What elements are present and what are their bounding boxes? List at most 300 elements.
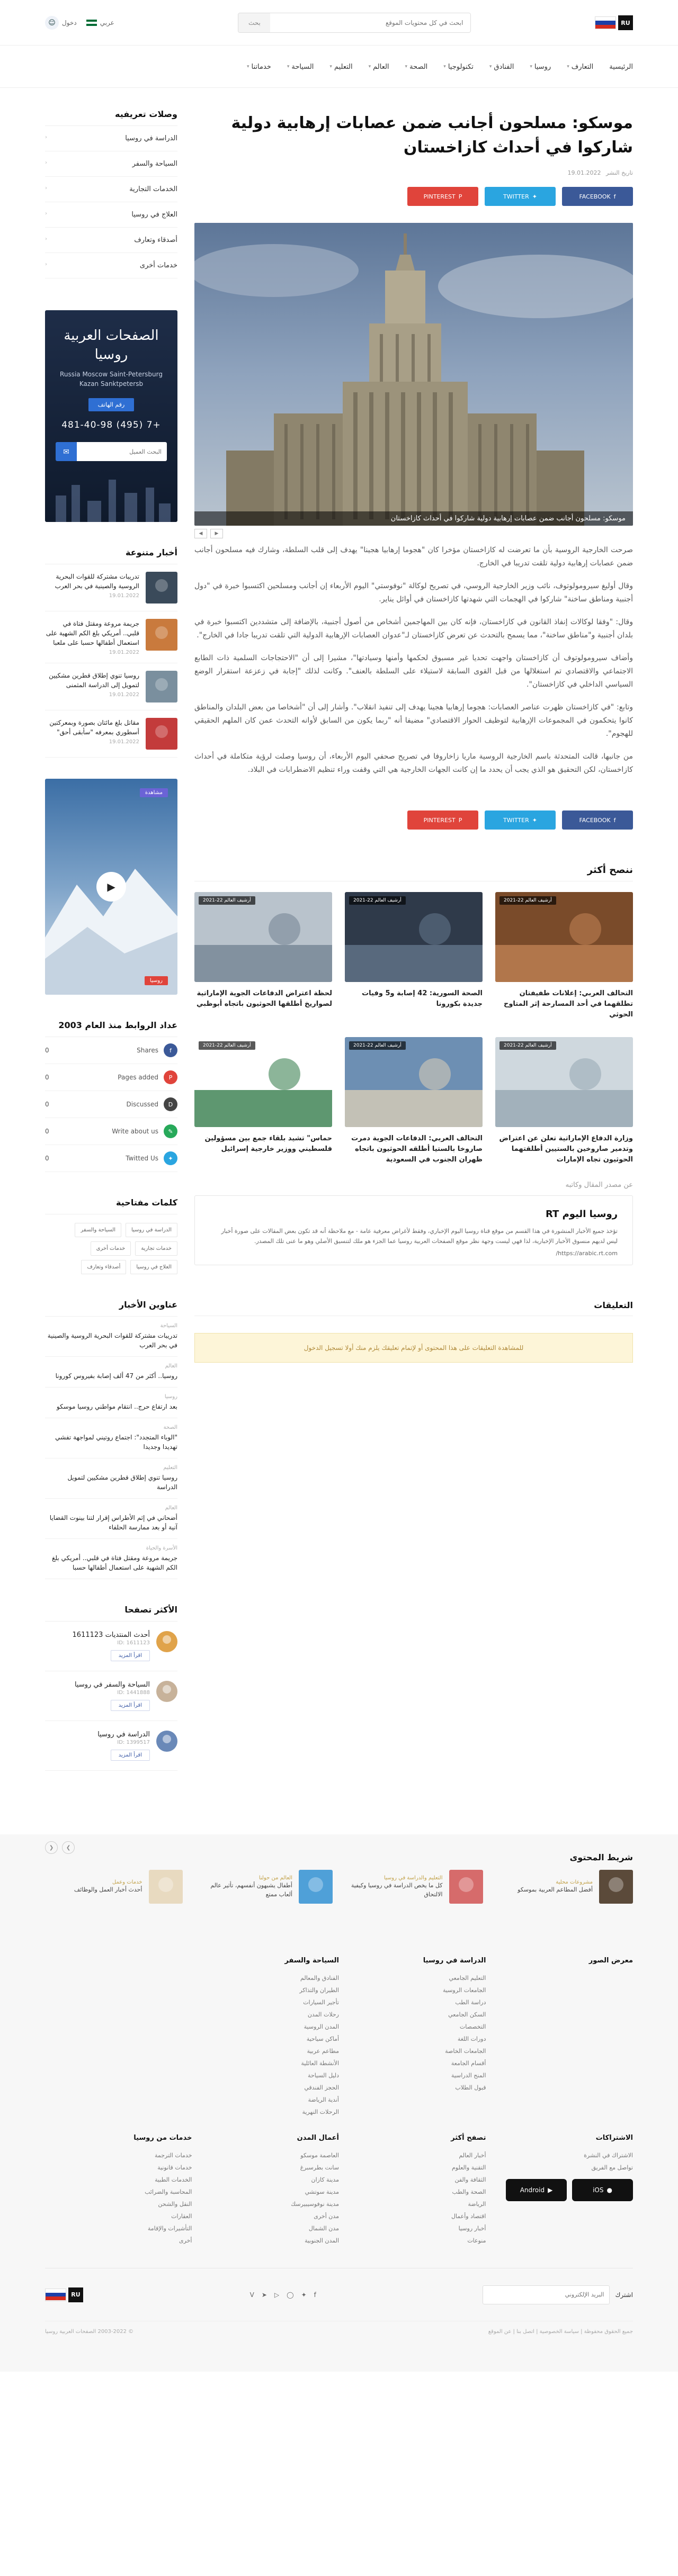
- partner-photo: [449, 1870, 483, 1904]
- news-photo: [146, 718, 177, 750]
- nav-item[interactable]: [329, 63, 352, 71]
- footer-link[interactable]: الجامعات الخاصة: [445, 2048, 486, 2055]
- promo-title: الصفحات العربية روسيا: [64, 328, 159, 363]
- news-photo: [194, 1037, 332, 1127]
- related-title: ننصح أكثر: [194, 864, 633, 881]
- share-facebook-label: FACEBOOK: [579, 193, 611, 200]
- article-paragraph: وقال أوليغ سيرومولوتوف، نائب وزير الخارجية الروسي، في تصريح لوكالة "نوفوستي" اليوم الأربعاء إن أجانب ومسلحين اكتسبوا خبرة في "دول أجنبية ومناطق ساخنة" شاركوا في الهجمات التي شهدتها كازاخستان في أوائل يناير.: [194, 582, 633, 604]
- headline-category: العالم: [165, 1505, 177, 1511]
- article-title: موسكو: مسلحون أجانب ضمن عصابات إرهابية دولية شاركوا في أحداث كازاخستان: [231, 114, 633, 157]
- share-facebook-button[interactable]: [562, 187, 633, 206]
- read-more-button[interactable]: اقرأ المزيد: [111, 1650, 150, 1661]
- news-item[interactable]: [45, 663, 177, 710]
- partner-thumb: [299, 1870, 333, 1904]
- pinterest-icon: P: [458, 193, 462, 200]
- footer-link[interactable]: المدن الجنوبية: [305, 2237, 339, 2244]
- nav-item[interactable]: [369, 63, 389, 71]
- footer-link[interactable]: العقارات: [171, 2213, 192, 2220]
- footer-logo[interactable]: [45, 2287, 83, 2302]
- related-card[interactable]: [495, 1037, 633, 1165]
- sidebar-link-item[interactable]: [45, 253, 177, 278]
- footer-column-list: [45, 2149, 192, 2247]
- news-thumb: [146, 671, 177, 702]
- footer-link[interactable]: المنح الدراسية: [451, 2072, 486, 2079]
- comments-notice: للمشاهدة التعليقات على هذا المحتوى أو لإتمام تعليقك يلزم منك أولا تسجيل الدخول: [194, 1333, 633, 1363]
- share-pinterest-label: PINTEREST: [423, 816, 456, 824]
- search-input[interactable]: [270, 13, 470, 32]
- counter-icon: D: [164, 1097, 177, 1111]
- footer-link[interactable]: الحجز الفندقي: [304, 2084, 339, 2091]
- nav-item[interactable]: [567, 63, 593, 71]
- date-label: تاريخ النشر: [606, 169, 633, 176]
- headline-title: جريمة مروعة ومقتل فتاة في قلبي.. أمريكي بلغ الكم الشهية على استعمال أطفالها حسبا: [52, 1554, 177, 1571]
- nav-item-label: روسيا: [534, 62, 551, 71]
- instagram-icon[interactable]: ◯: [287, 2291, 294, 2299]
- headline-title: أضحاني في إثم الأطراس إقرار لتنا بينوت القضايا آنية أو بعد ممارسة الحلفاء: [49, 1514, 177, 1531]
- vk-icon[interactable]: V: [249, 2291, 254, 2299]
- related-grid: [194, 892, 633, 1165]
- telegram-icon[interactable]: ➤: [261, 2291, 267, 2299]
- footer-link[interactable]: التخصصات: [459, 2023, 486, 2030]
- related-card-title: لحظة اعتراض الدفاعات الجوية الإماراتية لصواريخ أطلقها الحوثيون باتجاه أبوظبي: [196, 989, 332, 1008]
- share-bar-top: [194, 187, 633, 206]
- headline-category: التعليم: [163, 1465, 177, 1471]
- news-date: 19.01.2022: [109, 593, 139, 599]
- avatar-photo: [156, 1681, 177, 1702]
- headline-item[interactable]: [45, 1317, 177, 1357]
- promo-form: [56, 442, 167, 461]
- gallery-prev-button[interactable]: ◀: [194, 529, 207, 538]
- related-card-title: حماس" تشيد بلقاء جمع بين مسؤولين فلسطيني ووزير خارجية إسرائيل: [204, 1134, 332, 1153]
- headline-category: السياحة: [160, 1323, 177, 1329]
- footer-column: [486, 1957, 634, 2118]
- news-item[interactable]: [45, 564, 177, 611]
- comments-title: التعليقات: [194, 1300, 633, 1316]
- footer-link[interactable]: أندية الرياضة: [308, 2096, 339, 2103]
- news-text: [45, 619, 139, 655]
- related-thumb: [495, 1037, 633, 1127]
- headline-item[interactable]: [45, 1418, 177, 1458]
- news-photo: [495, 1037, 633, 1127]
- pinterest-icon: P: [458, 816, 462, 824]
- app-badges: [486, 2179, 634, 2201]
- related-card[interactable]: [194, 892, 332, 1020]
- tag-chip[interactable]: السياحة والسفر: [75, 1223, 121, 1237]
- login-link[interactable]: [45, 16, 77, 30]
- footer-link[interactable]: الأنشطة العائلية: [301, 2060, 339, 2067]
- footer-link[interactable]: تأجير السيارات: [303, 1999, 339, 2006]
- gallery-next-button[interactable]: ▶: [210, 529, 223, 538]
- footer-link[interactable]: المحاسبة والضرائب: [145, 2188, 192, 2195]
- counter-item[interactable]: [45, 1037, 177, 1064]
- partner-thumb: [449, 1870, 483, 1904]
- sidebar-link-label: السياحة والسفر: [132, 160, 177, 168]
- counter-label-wrap: [118, 1070, 177, 1084]
- counter-label-wrap: [126, 1097, 177, 1111]
- partner-thumb: [149, 1870, 183, 1904]
- partner-text: [345, 1875, 443, 1899]
- chevron-left-icon: ‹: [45, 185, 47, 191]
- news-item[interactable]: [45, 710, 177, 758]
- footer-link[interactable]: دراسة الطب: [455, 1999, 486, 2006]
- play-store-icon: ▶: [548, 2186, 553, 2194]
- mail-icon[interactable]: ✉: [56, 442, 77, 461]
- partner-item[interactable]: [195, 1870, 333, 1904]
- ranked-name: الدراسة في روسيا: [97, 1731, 150, 1739]
- promo-input[interactable]: [77, 442, 167, 461]
- footer-link[interactable]: أقسام الجامعة: [451, 2060, 486, 2067]
- sidebar-link-item[interactable]: [45, 177, 177, 202]
- ranked-title: الأكثر تصفحا: [45, 1605, 177, 1622]
- sidebar-link-item[interactable]: [45, 202, 177, 228]
- footer-link[interactable]: مدينة نوفوسيبيرسك: [291, 2201, 339, 2208]
- related-card[interactable]: [495, 892, 633, 1020]
- chevron-down-icon: ▾: [287, 64, 290, 69]
- facebook-icon: f: [613, 816, 616, 824]
- site-logo[interactable]: [595, 15, 633, 30]
- footer-link[interactable]: الصحة والطب: [452, 2188, 486, 2195]
- counter-label: Discussed: [126, 1101, 158, 1108]
- promo-button[interactable]: رقم الهاتف: [88, 398, 135, 411]
- user-icon: ☺: [45, 16, 59, 30]
- news-date: 19.01.2022: [109, 650, 139, 655]
- nav-item[interactable]: [287, 63, 314, 71]
- partners-row: [45, 1870, 633, 1904]
- partner-category: خدمات وعمل: [112, 1879, 142, 1885]
- tag-chip[interactable]: العلاج في روسيا: [130, 1260, 177, 1274]
- nav-item[interactable]: [247, 63, 271, 71]
- partner-text: [74, 1879, 142, 1894]
- footer-link[interactable]: الخدمات الطبية: [155, 2176, 192, 2183]
- headline-title: روسيا تنوي إطلاق قطرين مشكيين لتمويل الدراسة: [67, 1474, 177, 1491]
- ranked-list: [45, 1622, 177, 1771]
- facebook-icon: f: [613, 193, 616, 200]
- chevron-left-icon: ‹: [45, 262, 47, 267]
- ranked-id: ID: 1399517: [117, 1740, 150, 1745]
- counter-label-wrap: [137, 1043, 177, 1057]
- footer-link[interactable]: العاصمة موسكو: [300, 2152, 339, 2159]
- related-thumb: [194, 892, 332, 982]
- headline-item[interactable]: [45, 1388, 177, 1418]
- related-date-badge: أرشيف العالم 22-2021: [349, 896, 406, 905]
- partner-photo: [149, 1870, 183, 1904]
- footer-note: [45, 2321, 633, 2350]
- share-twitter-label: TWITTER: [503, 816, 529, 824]
- login-label: دخول: [62, 19, 77, 26]
- partner-category: العالم من حولنا: [258, 1875, 292, 1881]
- read-more-button[interactable]: اقرأ المزيد: [111, 1700, 150, 1711]
- chevron-left-icon: ‹: [45, 236, 47, 242]
- news-text: [45, 572, 139, 604]
- footer-column-title: خدمات من روسيا: [133, 2134, 192, 2142]
- headline-category: الصحة: [163, 1425, 177, 1430]
- source-url[interactable]: https://arabic.rt.com/: [556, 1250, 618, 1257]
- footer-link[interactable]: قبول الطلاب: [455, 2084, 486, 2091]
- counter-icon: f: [164, 1043, 177, 1057]
- related-card-title: وزارة الدفاع الإماراتية تعلن عن اعتراض وتدمير صاروخين بالستيين أطلقتهما الحوثيون تجاه الإمارات: [499, 1134, 633, 1164]
- footer-column-list: [486, 2149, 634, 2174]
- nav-item-label: التعليم: [334, 62, 353, 71]
- headline-title: روسيا.. أكثر من 47 ألف إصابة بفيروس كورونا: [55, 1372, 177, 1380]
- subscribe-input[interactable]: [483, 2285, 610, 2304]
- related-thumb: [194, 1037, 332, 1127]
- facebook-icon[interactable]: f: [314, 2291, 316, 2299]
- app-store-button[interactable]: [572, 2179, 633, 2201]
- news-text: [45, 671, 139, 702]
- counter-icon: ✦: [164, 1151, 177, 1165]
- related-card-title: التحالف العربي: الدفاعات الجوية دمرت صاروخا بالستيا أطلقه الحوثيون باتجاه ظهران الجنوب في السعودية: [351, 1134, 483, 1164]
- heads-title: عناوين الأخبار: [45, 1300, 177, 1317]
- logo-mark: RU: [618, 15, 633, 30]
- avatar-photo: [156, 1631, 177, 1652]
- sidebar-link-item[interactable]: [45, 151, 177, 177]
- counter-label: Twitted Us: [126, 1155, 158, 1162]
- tags-title: كلمات مفتاحية: [45, 1197, 177, 1214]
- sidebar-link-label: الخدمات التجارية: [129, 185, 177, 193]
- footer-link[interactable]: مطاعم عربية: [307, 2048, 339, 2055]
- video-badge: مشاهدة: [140, 788, 168, 797]
- footer-column-list: [339, 1972, 486, 2094]
- footer-link[interactable]: الجامعات الروسية: [443, 1987, 486, 1994]
- article-paragraph: من جانبها، قالت المتحدثة باسم الخارجية الروسية ماريا زاخاروفا في تصريح صحفي اليوم الأربعاء، أن روسيا وصلت لرؤية متكاملة في أحداث كازاخستان، لكن التحقيق هو الذي يجب أن يحدد ما إن كانت الجهات الخارجية هي التي وقفت وراء تنظيم الاضطرابات في البلاد.: [194, 752, 633, 774]
- nav-item[interactable]: [530, 63, 551, 71]
- footer-link[interactable]: أماكن سياحية: [306, 2035, 339, 2042]
- footer-link[interactable]: رحلات المدن: [307, 2011, 339, 2018]
- counter-value: 0: [45, 1155, 49, 1162]
- share-pinterest-button[interactable]: [407, 810, 478, 830]
- headline-category: العالم: [165, 1363, 177, 1369]
- partner-item[interactable]: [345, 1870, 483, 1904]
- news-photo: [345, 892, 483, 982]
- nav-item-label: العالم: [373, 62, 389, 71]
- footer-link[interactable]: التقنية والعلوم: [452, 2164, 486, 2171]
- promo-phone: +7 (495) 481-40-98: [61, 420, 161, 430]
- chevron-down-icon: ▾: [405, 64, 408, 69]
- ranked-text: [73, 1631, 150, 1661]
- avatar: [156, 1631, 177, 1652]
- footer-column-title: تصفح أكثر: [451, 2134, 486, 2142]
- chevron-down-icon: ▾: [443, 64, 446, 69]
- footer-column-list: [339, 2149, 486, 2247]
- nav-item[interactable]: [405, 63, 428, 71]
- footer-link[interactable]: مدن أخرى: [314, 2213, 339, 2220]
- counter-label-wrap: [112, 1124, 177, 1138]
- sidebar-link-item[interactable]: [45, 126, 177, 151]
- ranked-item: [45, 1622, 177, 1671]
- share-pinterest-button[interactable]: [407, 187, 478, 206]
- footer-links[interactable]: جميع الحقوق محفوظة | سياسة الخصوصية | اتصل بنا | عن الموقع: [488, 2329, 633, 2335]
- related-date-badge: أرشيف العالم 22-2021: [349, 1041, 406, 1050]
- play-icon[interactable]: ▶: [96, 872, 126, 902]
- footer-column: [339, 2134, 486, 2247]
- footer-link[interactable]: الثقافة والفن: [454, 2176, 486, 2183]
- app-ios-label: iOS: [593, 2186, 604, 2194]
- partner-text: [195, 1875, 293, 1899]
- counter-icon: P: [164, 1070, 177, 1084]
- copyright: © 2003-2022 الصفحات العربية روسيا: [45, 2329, 134, 2335]
- counter-label: Shares: [137, 1047, 158, 1054]
- tag-chip[interactable]: أصدقاء وتعارف: [81, 1260, 126, 1274]
- promo-banner[interactable]: [45, 310, 177, 522]
- source-note: عن مصدر المقال وكاتبه: [565, 1181, 633, 1189]
- twitter-icon[interactable]: ✦: [301, 2291, 307, 2299]
- counter-item[interactable]: [45, 1064, 177, 1091]
- avatar-photo: [156, 1731, 177, 1752]
- partner-text: [518, 1879, 593, 1894]
- news-date: 19.01.2022: [109, 739, 139, 745]
- footer-column-title: الدراسة في روسيا: [423, 1957, 486, 1965]
- related-card-title: الصحة السورية: 42 إصابة و5 وفيات جديدة بكورونا: [362, 989, 483, 1008]
- footer-link[interactable]: التأشيرات والإقامة: [147, 2225, 192, 2232]
- related-thumb: [345, 892, 483, 982]
- footer-link[interactable]: السكن الجامعي: [448, 2011, 486, 2018]
- nav-item-label: خدماتنا: [251, 62, 271, 71]
- footer-link[interactable]: سانت بطرسبرغ: [300, 2164, 339, 2171]
- partners-strip: [0, 1834, 678, 1935]
- counter-item[interactable]: [45, 1145, 177, 1172]
- ranked-id: ID: 1611123: [117, 1640, 150, 1646]
- language-switcher[interactable]: [86, 19, 114, 26]
- footer-link[interactable]: أخرى: [179, 2237, 192, 2244]
- article-paragraph: وأضاف سيرومولوتوف أن كازاخستان واجهت تحديا غير مسبوق لحكمها وأمنها وسيادتها"، مشيرا إلى أن "الاحتجاجات السلمية ذات الطابع الاجتماعي والاقتصادي تم استغلالها من قبل القوى السابقة لاستيلاء على السلطة بالعنف". وكانت لذلك "إجابة في زعزعة استقرار الوضع السياسي الداخلي في كازاخستان".: [194, 654, 633, 689]
- video-badge-secondary: روسيا: [145, 976, 168, 985]
- top-bar: [0, 0, 678, 46]
- tags-cloud: [45, 1223, 177, 1274]
- footer-link[interactable]: أخبار روسيا: [458, 2225, 486, 2232]
- related-card[interactable]: [345, 892, 483, 1020]
- chevron-right-icon[interactable]: ❯: [62, 1841, 75, 1854]
- app-android-label: Android: [520, 2186, 545, 2194]
- google-play-button[interactable]: [506, 2179, 567, 2201]
- headline-item[interactable]: [45, 1357, 177, 1388]
- footer-link[interactable]: اقتصاد وأعمال: [451, 2213, 486, 2220]
- related-date-badge: أرشيف العالم 22-2021: [199, 1041, 255, 1050]
- footer-link[interactable]: الاشتراك في النشرة: [584, 2152, 633, 2159]
- partner-title: كل ما يخص الدراسة في روسيا وكيفية الالتحاق: [351, 1881, 443, 1898]
- footer-column: [192, 1957, 340, 2118]
- news-item[interactable]: [45, 611, 177, 663]
- article-date: 19.01.2022: [567, 169, 601, 176]
- news-title: روسيا تنوي إطلاق قطرين مشكيين لتمويل إلى الدراسة المثمنى: [49, 672, 139, 689]
- footer-link[interactable]: مدن الشمال: [308, 2225, 339, 2232]
- footer-link[interactable]: الرياضة: [468, 2201, 486, 2208]
- footer-link[interactable]: دورات اللغة: [457, 2035, 486, 2042]
- news-photo: [194, 892, 332, 982]
- counter-label-wrap: [126, 1151, 177, 1165]
- chevron-down-icon: ▾: [368, 64, 371, 69]
- headline-title: بعد ارتفاع حرج.. انتقام مواطني روسيا موسكو: [56, 1403, 177, 1410]
- footer-column: [192, 2134, 340, 2247]
- footer-link[interactable]: تواصل مع الفريق: [591, 2164, 633, 2171]
- headline-item[interactable]: [45, 1539, 177, 1579]
- footer-link[interactable]: دليل السياحة: [308, 2072, 339, 2079]
- related-card[interactable]: [194, 1037, 332, 1165]
- footer-link[interactable]: المدن الروسية: [304, 2023, 339, 2030]
- ranked-item: [45, 1721, 177, 1771]
- footer-link[interactable]: منوعات: [467, 2237, 486, 2244]
- counter-title: عداد الروابط منذ العام 2003: [45, 1020, 177, 1037]
- read-more-button[interactable]: اقرأ المزيد: [111, 1750, 150, 1761]
- counter-item[interactable]: [45, 1118, 177, 1145]
- chevron-left-icon: ‹: [45, 211, 47, 217]
- news-title: تدريبات مشتركة للقوات البحرية الروسية والصينية في بحر العرب: [55, 573, 139, 590]
- news-thumb: [146, 572, 177, 604]
- apple-icon: ●: [606, 2186, 612, 2194]
- related-card[interactable]: [345, 1037, 483, 1165]
- sidebar-links: [45, 126, 177, 278]
- tag-chip[interactable]: خدمات تجارية: [135, 1241, 177, 1256]
- counter-item[interactable]: [45, 1091, 177, 1118]
- related-thumb: [345, 1037, 483, 1127]
- nav-item-label: تكنولوجيا: [448, 62, 474, 71]
- news-photo: [146, 572, 177, 604]
- footer-column-title: معرض الصور: [588, 1957, 633, 1965]
- headline-item[interactable]: [45, 1458, 177, 1499]
- nav-item[interactable]: [443, 63, 474, 71]
- partner-category: مشروعات محلية: [556, 1879, 593, 1885]
- nav-item[interactable]: [609, 63, 633, 71]
- footer-column-list: [192, 1972, 340, 2118]
- related-thumb: [495, 892, 633, 982]
- chevron-down-icon: ▾: [329, 64, 332, 69]
- chevron-left-icon[interactable]: ❮: [45, 1841, 58, 1854]
- chevron-down-icon: ▾: [246, 64, 249, 69]
- footer-link[interactable]: التعليم الجامعي: [449, 1975, 486, 1981]
- article-body: [194, 544, 633, 777]
- footer-link[interactable]: الطيران والتذاكر: [299, 1987, 339, 1994]
- ranked-id: ID: 1441888: [117, 1690, 150, 1696]
- twitter-icon: ✦: [532, 816, 537, 824]
- footer-bottom: [45, 2268, 633, 2321]
- related-date-badge: أرشيف العالم 22-2021: [499, 1041, 556, 1050]
- counter-value: 0: [45, 1074, 49, 1081]
- news-photo: [146, 619, 177, 651]
- share-twitter-button[interactable]: [485, 810, 556, 830]
- promo-subtitle: Russia Moscow Saint-Petersburg Kazan Sanktpetersb: [60, 371, 163, 388]
- source-name: روسيا اليوم RT: [546, 1209, 618, 1220]
- related-date-badge: أرشيف العالم 22-2021: [499, 896, 556, 905]
- share-twitter-button[interactable]: [485, 187, 556, 206]
- footer-link[interactable]: خدمات قانونية: [157, 2164, 192, 2171]
- partners-title: شريط المحتوى: [569, 1852, 633, 1862]
- video-card[interactable]: [45, 779, 177, 995]
- partner-item[interactable]: [45, 1870, 183, 1904]
- logo-mark: RU: [68, 2287, 83, 2302]
- footer-link[interactable]: الفنادق والمعالم: [300, 1975, 339, 1981]
- footer-link[interactable]: أخبار العالم: [459, 2152, 486, 2159]
- footer-column: [486, 2134, 634, 2247]
- related-card-title: التحالف العربي: إعلانات طفيفتان تطلقهما في أحد المسارحة إثر المتاوح الحوثي: [503, 989, 633, 1019]
- tag-chip[interactable]: خدمات أخرى: [91, 1241, 131, 1256]
- footer-link[interactable]: مدينة سوتشي: [305, 2188, 339, 2195]
- nav-item[interactable]: [489, 63, 514, 71]
- ranked-name: السياحة والسفر في روسيا: [74, 1681, 150, 1689]
- share-facebook-button[interactable]: [562, 810, 633, 830]
- footer-column: [45, 2134, 192, 2247]
- tag-chip[interactable]: الدراسة في روسيا: [126, 1223, 177, 1237]
- sidebar-link-item[interactable]: [45, 228, 177, 253]
- footer-link[interactable]: خدمات الترجمة: [154, 2152, 192, 2159]
- partner-item[interactable]: [496, 1870, 634, 1904]
- search-button[interactable]: بحث: [238, 13, 270, 32]
- nav-item-label: الرئيسية: [609, 62, 633, 71]
- footer-link[interactable]: الرحلات النهرية: [302, 2109, 339, 2115]
- headline-item[interactable]: [45, 1499, 177, 1539]
- youtube-icon[interactable]: ▷: [274, 2291, 280, 2299]
- main-nav: [0, 46, 678, 88]
- footer-link[interactable]: مدينة كازان: [311, 2176, 339, 2183]
- footer-link[interactable]: النقل والشحن: [158, 2201, 192, 2208]
